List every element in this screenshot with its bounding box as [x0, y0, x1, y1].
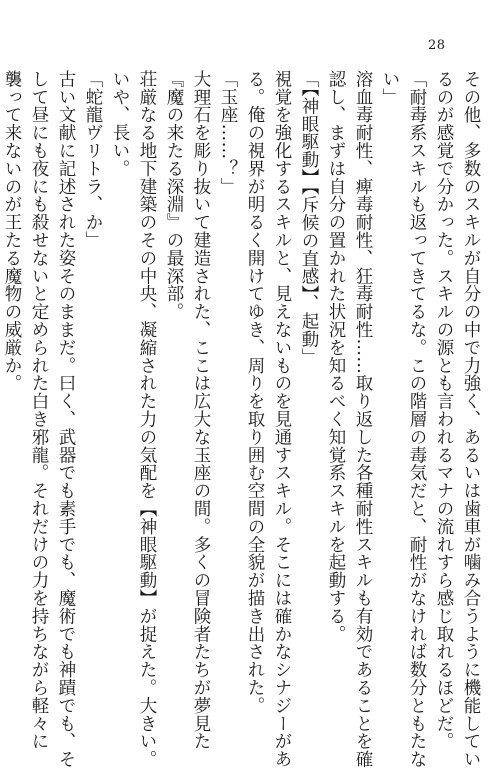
text-line: 古い文献に記述された姿そのままだ。曰く、武器でも素手でも、魔術でも神蹟でも、そ [56, 70, 76, 768]
text-line: る。俺の視界が明るく開けてゆき、周りを取り囲む空間の全貌が描き出された。 [245, 70, 265, 715]
text-line: 視覚を強化するスキルと、見えないものを見通すスキル。そこには確かなシナジーがあ [272, 70, 292, 768]
text-line: 「玉座……？」 [218, 70, 238, 196]
text-line: るのが感覚で分かった。スキルの源とも言われるマナの流れすら感じ取れるほどだ。 [434, 70, 454, 751]
text-line: い」 [380, 70, 400, 106]
vertical-text-body [2, 70, 484, 768]
text-line: 大理石を彫り抜いて建造された、ここは広大な玉座の間。多くの冒険者たちが夢見た [191, 70, 211, 751]
text-line: その他、多数のスキルが自分の中で力強く、あるいは歯車が噛み合うように機能してい [461, 70, 481, 768]
text-line: して昼にも夜にも殺せないと定められた白き邪龍。それだけの力を持ちながら軽々に [29, 70, 49, 751]
text-line: 「【神眼駆動】【斥候の直感】、起動」 [299, 70, 319, 366]
text-line: 認し、まずは自分の置かれた状況を知るべく知覚系スキルを起動する。 [326, 70, 346, 643]
text-line: 荘厳なる地下建築のその中央、凝縮された力の気配を【神眼駆動】が捉えた。大きい。 [137, 70, 157, 768]
text-line: いや、長い。 [110, 70, 130, 178]
text-line: 「耐毒系スキルも返ってきてるな。この階層の毒気だと、耐性がなければ数分ともたな [407, 70, 427, 768]
text-line: 「蛇龍ヴリトラ、か」 [83, 70, 103, 249]
text-line: 『魔の来たる深淵』の最深部。 [164, 70, 184, 321]
text-line: 溶血毒耐性、痺毒耐性、狂毒耐性……取り返した各種耐性スキルも有効であることを確 [353, 70, 373, 768]
page-number: 28 [428, 38, 446, 53]
text-line: 襲って来ないのが王たる魔物の威厳か。 [2, 70, 22, 393]
